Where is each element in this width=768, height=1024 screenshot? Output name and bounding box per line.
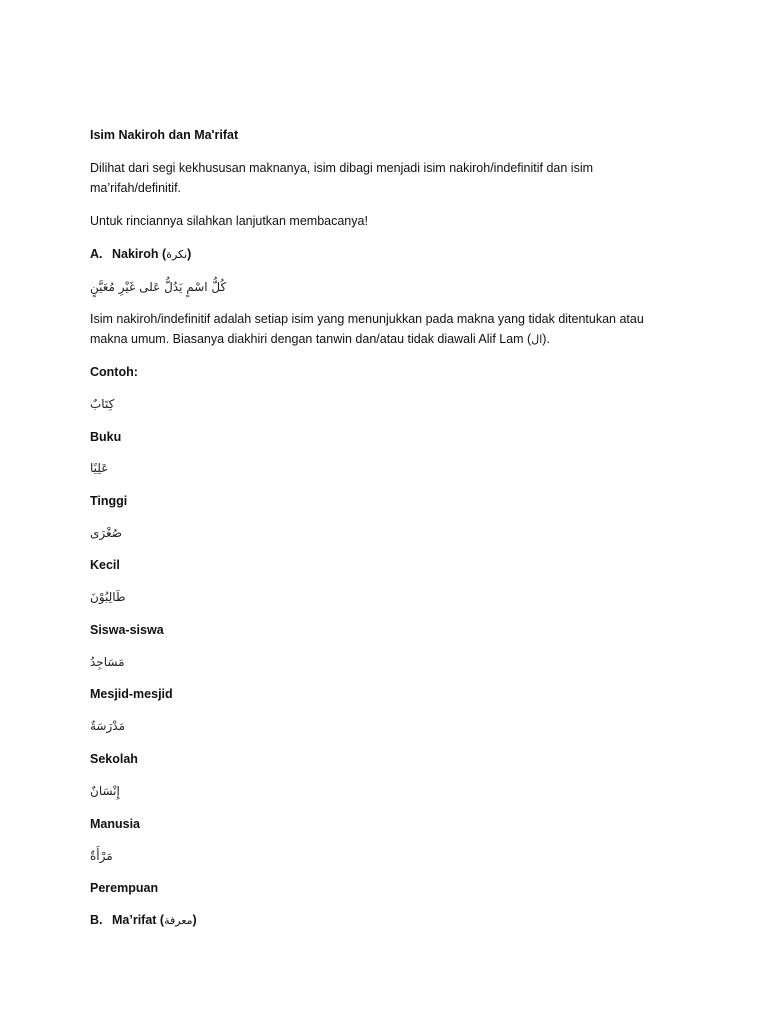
example-arabic (90, 587, 680, 607)
example-arabic (90, 716, 680, 736)
example-meaning: Mesjid-mesjid (90, 687, 173, 701)
section-a-heading (90, 244, 680, 265)
example-meaning: Buku (90, 430, 122, 444)
example-arabic (90, 846, 680, 866)
example-arabic-text: كِتَابٌ (90, 397, 115, 411)
example-arabic (90, 458, 680, 478)
example-arabic-text: مَسَاجِدُ (90, 655, 125, 669)
alif-lam-arabic: ال (531, 333, 543, 346)
example-arabic (90, 523, 680, 543)
section-a-arabic: نكرة (166, 248, 188, 261)
intro-paragraph-line-1: Dilihat dari segi kekhususan maknanya, isim dibagi menjadi isim nakiroh/indefinitif dan isim (90, 161, 594, 175)
example-arabic-text: طَالِبُوْنَ (90, 590, 126, 604)
examples-label: Contoh: (90, 365, 138, 379)
example-meaning: Kecil (90, 558, 120, 572)
explanation-line-2 (90, 329, 680, 350)
example-arabic-text: مَرْأَةٌ (90, 849, 113, 863)
intro-paragraph-line-2: ma’rifah/definitif. (90, 181, 182, 195)
section-b-close: ) (192, 913, 197, 927)
example-meaning: Tinggi (90, 494, 128, 508)
example-arabic-text: إِنْسَانٌ (90, 784, 120, 798)
explanation-line-2-close: ). (542, 332, 550, 346)
section-a-close: ) (187, 247, 192, 261)
example-meaning: Siswa-siswa (90, 623, 164, 637)
definition-arabic-text: كُلُّ اسْمٍ يَدُلُّ عَلى غَيْرِ مُعَيَّنٍ (90, 280, 227, 294)
continue-reading-text: Untuk rinciannya silahkan lanjutkan membacanya! (90, 214, 368, 228)
example-meaning: Manusia (90, 817, 141, 831)
section-a-letter: A. (90, 247, 103, 261)
definition-arabic (90, 277, 680, 297)
example-meaning: Perempuan (90, 881, 159, 895)
example-meaning: Sekolah (90, 752, 138, 766)
explanation-line-2-text: makna umum. Biasanya diakhiri dengan tanwin dan/atau tidak diawali Alif Lam ( (90, 332, 532, 346)
section-b-letter: B. (90, 913, 103, 927)
example-arabic-text: مَدْرَسَةٌ (90, 719, 126, 733)
example-arabic (90, 652, 680, 672)
example-arabic (90, 394, 680, 414)
example-arabic-text: صُغْرَى (90, 526, 122, 540)
section-b-arabic: معرفة (164, 914, 193, 927)
example-arabic-text: عَلِيًا (90, 461, 109, 475)
section-b-title: Ma’rifat ( (112, 913, 165, 927)
section-a-title: Nakiroh ( (112, 247, 167, 261)
example-arabic (90, 781, 680, 801)
section-b-heading (90, 910, 680, 931)
document-title: Isim Nakiroh dan Ma'rifat (90, 128, 239, 142)
explanation-line-1: Isim nakiroh/indefinitif adalah setiap isim yang menunjukkan pada makna yang tidak ditentukan atau (90, 312, 644, 326)
